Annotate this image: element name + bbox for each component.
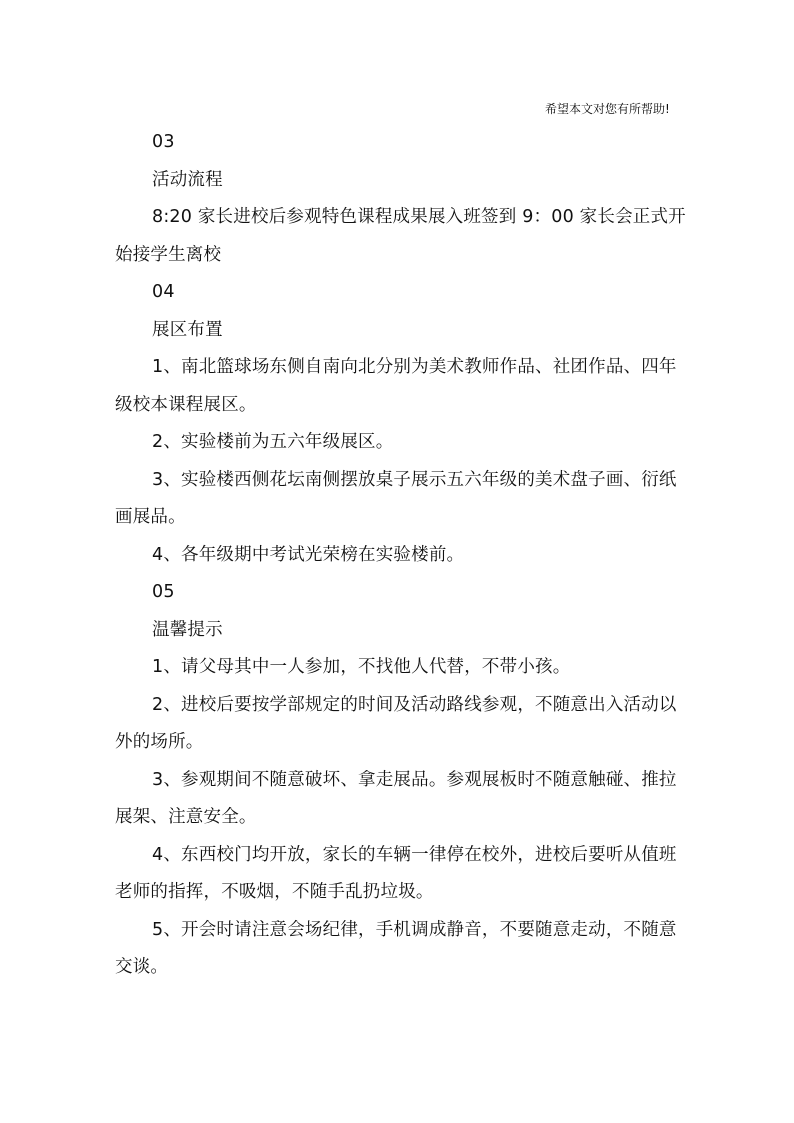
paragraph-exhibition-3: 3、实验楼西侧花坛南侧摆放桌子展示五六年级的美术盘子画、衍纸画展品。 — [115, 469, 677, 527]
paragraph-exhibition-2: 2、实验楼前为五六年级展区。 — [152, 432, 394, 452]
header-note: 希望本文对您有所帮助! — [545, 102, 670, 116]
section-number-03: 03 — [152, 132, 175, 152]
paragraph-reminder-3: 3、参观期间不随意破坏、拿走展品。参观展板时不随意触碰、推拉展架、注意安全。 — [115, 769, 677, 827]
paragraph-reminder-1: 1、请父母其中一人参加，不找他人代替，不带小孩。 — [152, 657, 571, 677]
section-number-05: 05 — [152, 582, 175, 602]
paragraph-activity-schedule: 8:20 家长进校后参观特色课程成果展入班签到 9：00 家长会正式开始接学生离校 — [115, 207, 686, 265]
paragraph-exhibition-4: 4、各年级期中考试光荣榜在实验楼前。 — [152, 544, 465, 565]
paragraph-exhibition-1: 1、南北篮球场东侧自南向北分别为美术教师作品、社团作品、四年级校本课程展区。 — [115, 357, 677, 415]
paragraph-reminder-5: 5、开会时请注意会场纪律，手机调成静音，不要随意走动，不随意交谈。 — [115, 919, 677, 977]
paragraph-reminder-2: 2、进校后要按学部规定的时间及活动路线参观，不随意出入活动以外的场所。 — [115, 694, 677, 752]
document-body — [115, 124, 687, 987]
section-heading-activity-flow: 活动流程 — [152, 169, 223, 190]
paragraph-reminder-4: 4、东西校门均开放，家长的车辆一律停在校外，进校后要听从值班老师的指挥，不吸烟，不随手乱扔垃圾。 — [115, 844, 677, 902]
section-heading-exhibition-layout: 展区布置 — [152, 319, 223, 340]
section-number-04: 04 — [152, 282, 175, 302]
section-heading-reminders: 温馨提示 — [152, 619, 223, 640]
